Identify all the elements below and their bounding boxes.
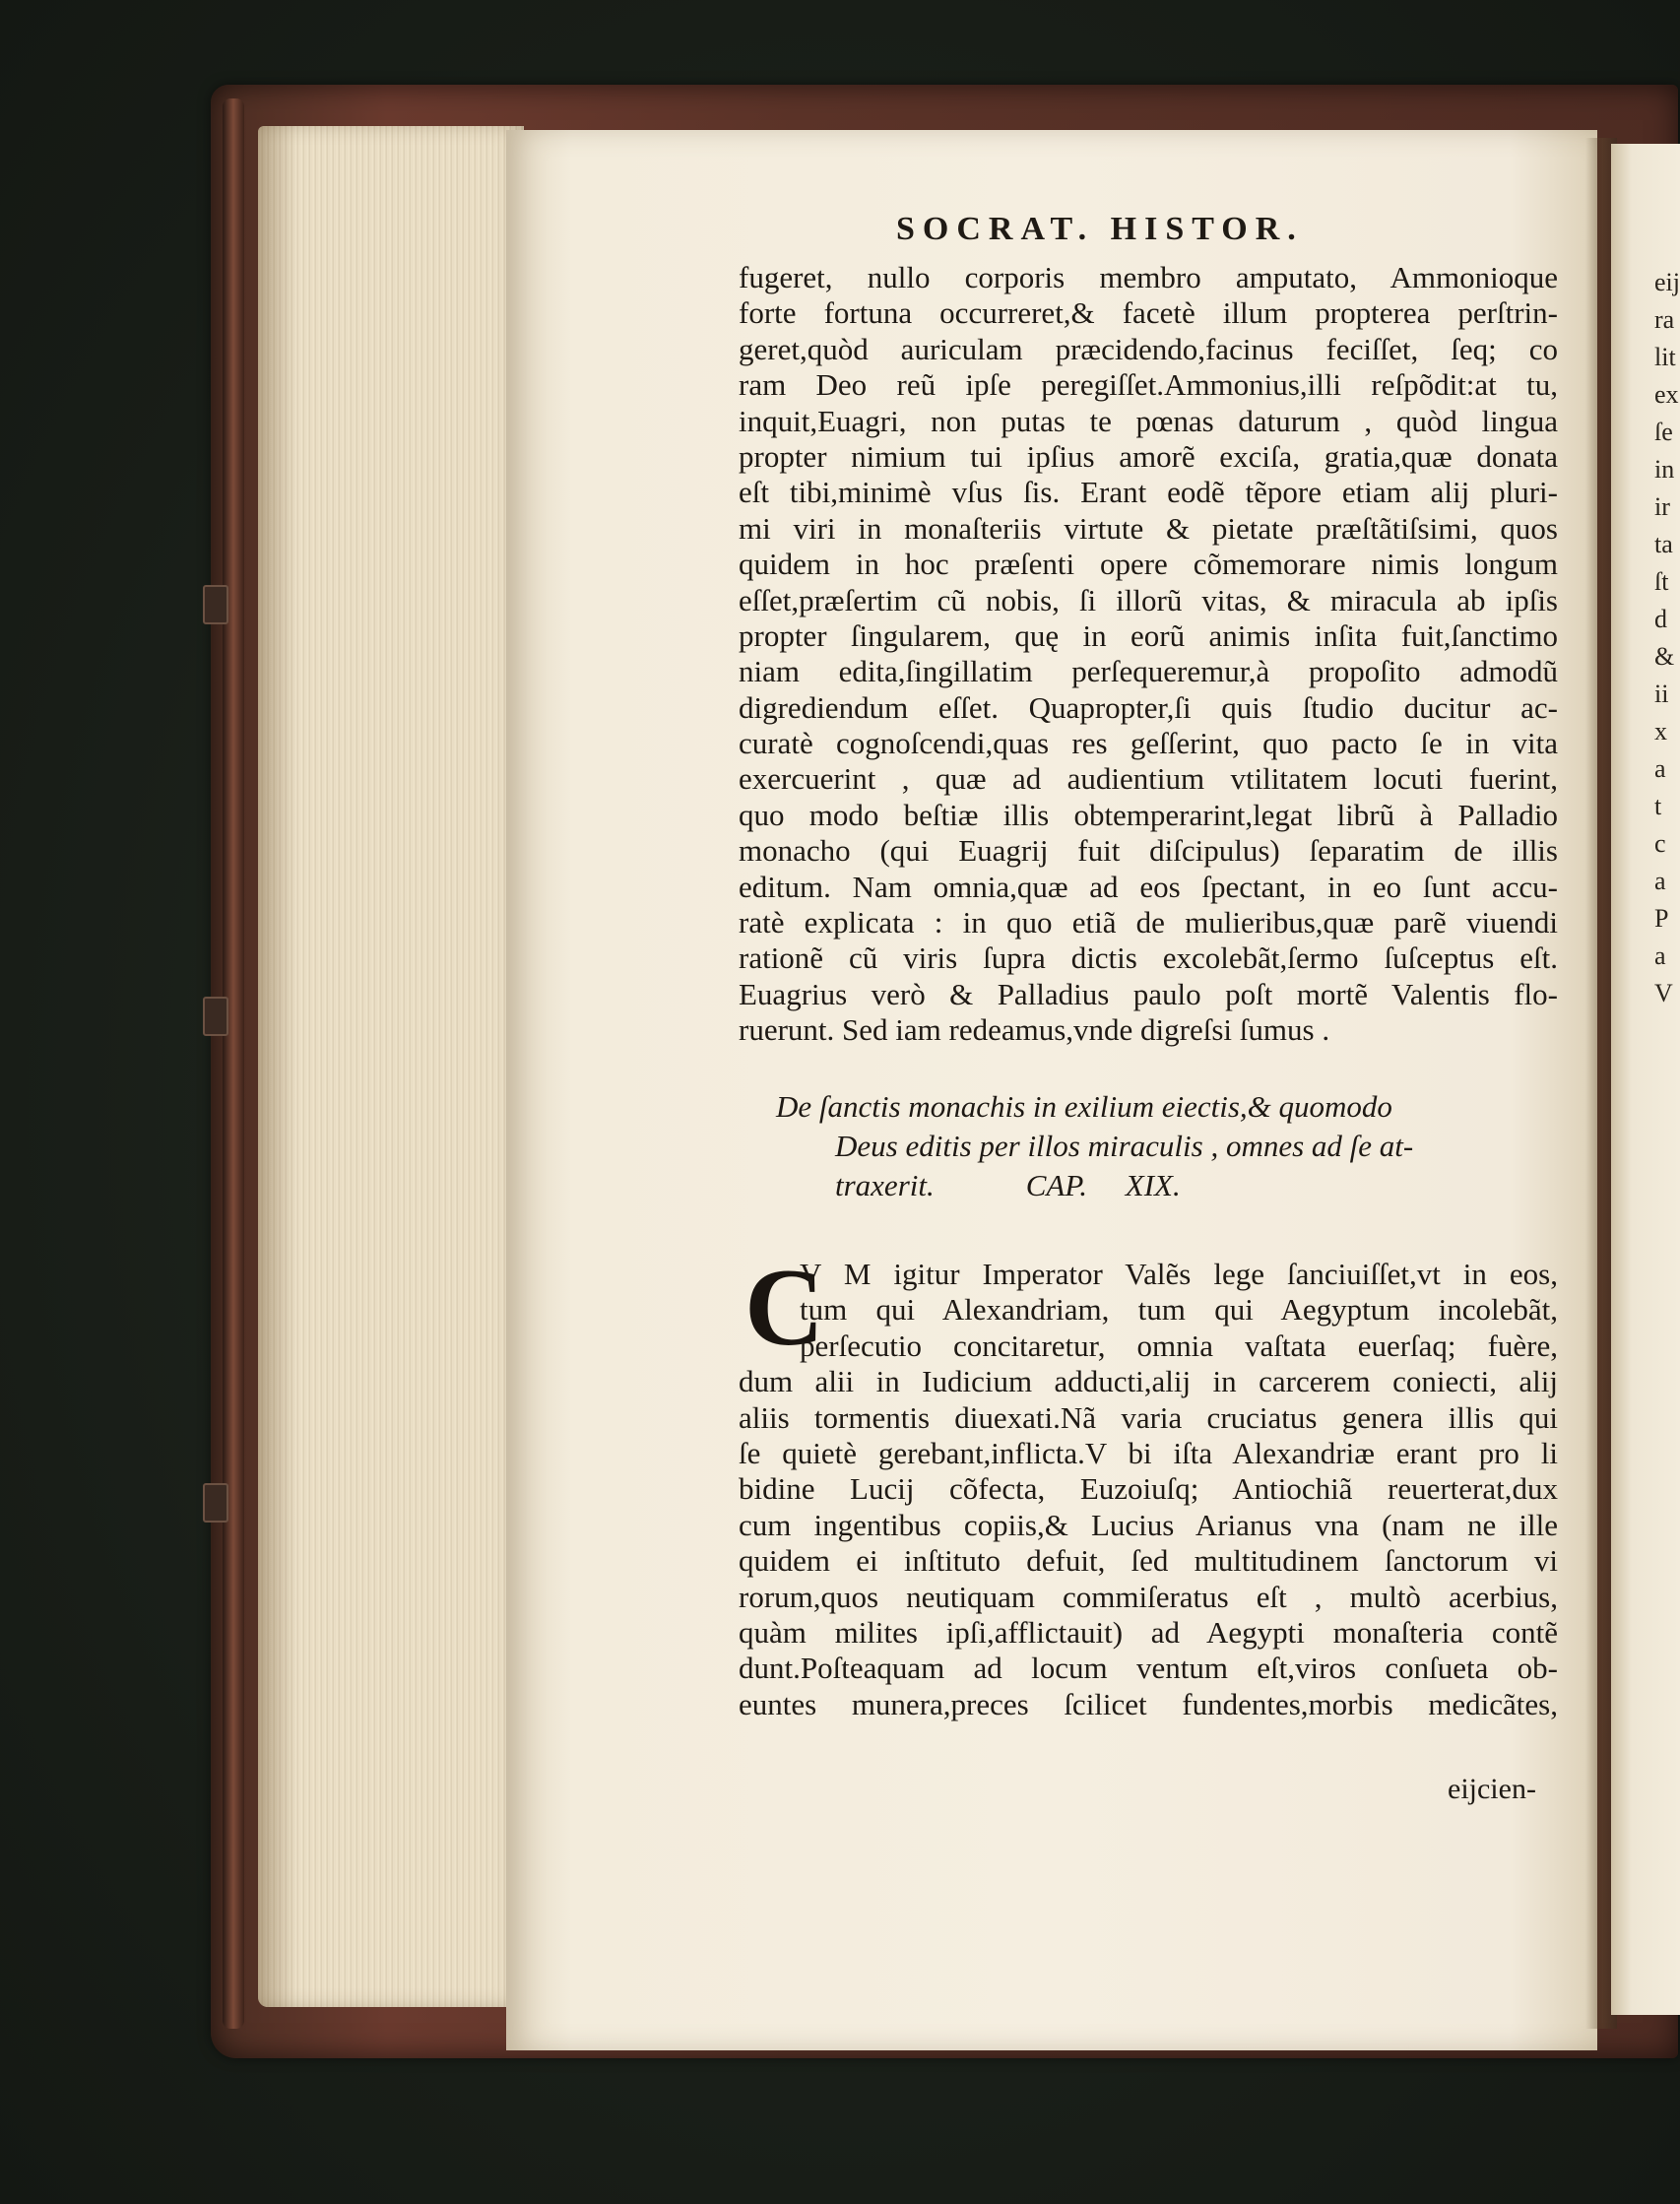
text-line: dum alii in Iudicium adducti,alij in carcerem coniecti, alij xyxy=(739,1364,1558,1399)
text-line: ratè explicata : in quo etiã de mulieribus,quæ parẽ viuendi xyxy=(739,905,1558,940)
facing-fragment: V xyxy=(1654,979,1673,1007)
facing-fragment: ex xyxy=(1654,380,1679,409)
text-line: perſecutio concitaretur, omnia vaſtata euerſaq; fuère, xyxy=(800,1328,1558,1363)
text-line: propter nimium tui ipſius amorẽ exciſa, gratia,quæ donata xyxy=(739,438,1558,474)
text-line: cum ingentibus copiis,& Lucius Arianus vna (nam ne ille xyxy=(739,1507,1558,1542)
heading-line: De ſanctis monachis in exilium eiectis,& quomodo xyxy=(776,1089,1392,1124)
facing-fragment: t xyxy=(1654,792,1662,820)
facing-fragment: a xyxy=(1654,754,1666,783)
facing-fragment: ſt xyxy=(1654,567,1669,596)
clasp-mark-lower xyxy=(203,1483,228,1523)
text-line: quidem ei inſtituto defuit, ſed multitudinem ſanctorum vi xyxy=(739,1543,1558,1579)
facing-fragment: a xyxy=(1654,867,1666,895)
facing-fragment: P xyxy=(1654,904,1669,933)
text-line: ruerunt. Sed iam redeamus,vnde digreſsi ſumus . xyxy=(739,1012,1330,1048)
facing-fragment: ſe xyxy=(1654,418,1673,446)
facing-fragment: in xyxy=(1654,455,1675,484)
text-line: ram Deo reũ ipſe peregiſſet.Ammonius,illi reſpõdit:at tu, xyxy=(739,367,1558,403)
text-line: Euagrius verò & Palladius paulo poſt mortẽ Valentis flo- xyxy=(739,976,1558,1011)
page-block-edge xyxy=(258,126,524,2007)
text-line: digrediendum eſſet. Quapropter,ſi quis ſtudio ducitur ac- xyxy=(739,689,1558,725)
text-line: rationẽ cũ viris ſupra dictis excolebãt,ſermo ſuſceptus eſt. xyxy=(739,940,1558,976)
text-line: exercuerint , quæ ad audientium vtilitatem locuti fuerint, xyxy=(739,761,1558,797)
running-head: SOCRAT. HISTOR. xyxy=(896,211,1304,247)
heading-line: traxerit. CAP. XIX. xyxy=(835,1168,1181,1202)
facing-fragment: lit xyxy=(1654,343,1676,371)
facing-fragment: ra xyxy=(1654,305,1675,334)
facing-fragment: x xyxy=(1654,717,1667,745)
facing-page-text xyxy=(1654,264,1680,1012)
text-line: monacho (qui Euagrij fuit diſcipulus) ſeparatim de illis xyxy=(739,833,1558,869)
facing-fragment: ta xyxy=(1654,530,1673,558)
text-line: euntes munera,preces ſcilicet fundentes,morbis medicãtes, xyxy=(739,1686,1558,1721)
text-line: eſt tibi,minimè vſus ſis. Erant eodẽ tẽpore etiam alij pluri- xyxy=(739,475,1558,510)
text-line: quo modo beſtiæ illis obtemperarint,legat librũ à Palladio xyxy=(739,797,1558,832)
page-block-shadow xyxy=(258,126,297,2007)
text-line: curatè cognoſcendi,quas res geſſerint, quo pacto ſe in vita xyxy=(739,726,1558,761)
chapter-heading xyxy=(776,1087,1564,1205)
facing-fragment: & xyxy=(1654,642,1675,671)
preceding-paragraph xyxy=(739,260,1558,1049)
text-line: ſe quietè gerebant,inflicta.V bi iſta Alexandriæ erant pro li xyxy=(739,1435,1558,1470)
text-line: rorum,quos neutiquam commiſeratus eſt , multò acerbius, xyxy=(739,1579,1558,1614)
facing-fragment: eij xyxy=(1654,268,1680,296)
facing-fragment: ir xyxy=(1654,492,1670,521)
text-line: bidine Lucij cõfecta, Euzoiuſq; Antiochiã reuerterat,dux xyxy=(739,1471,1558,1507)
text-line: inquit,Euagri, non putas te pœnas daturum , quòd lingua xyxy=(739,403,1558,438)
text-line: niam edita,ſingillatim perſequeremur,à propoſito admodũ xyxy=(739,654,1558,689)
clasp-mark-middle xyxy=(203,997,228,1036)
text-line: aliis tormentis diuexati.Nã varia cruciatus genera illis qui xyxy=(739,1399,1558,1435)
clasp-mark-upper xyxy=(203,585,228,624)
text-line: forte fortuna occurreret,& facetè illum propterea perſtrin- xyxy=(739,295,1558,331)
text-line: eſſet,præſertim cũ nobis, ſi illorũ vitas, & miracula ab ipſis xyxy=(739,582,1558,617)
text-line: dunt.Poſteaquam ad locum ventum eſt,viros conſueta ob- xyxy=(739,1651,1558,1686)
chapter-text xyxy=(739,1257,1558,1722)
text-line: quàm milites ipſi,afflictauit) ad Aegypti monaſteria contẽ xyxy=(739,1614,1558,1650)
facing-fragment: a xyxy=(1654,941,1666,970)
text-line: mi viri in monaſteriis virtute & pietate præſtãtiſsimi, quos xyxy=(739,510,1558,546)
book-spine-edge xyxy=(223,98,244,2029)
facing-fragment: c xyxy=(1654,829,1666,858)
text-line: editum. Nam omnia,quæ ad eos ſpectant, in eo ſunt accu- xyxy=(739,869,1558,904)
text-line: fugeret, nullo corporis membro amputato, Ammonioque xyxy=(739,260,1558,294)
facing-fragment: d xyxy=(1654,605,1667,633)
catchword: eijcien- xyxy=(1448,1773,1536,1805)
facing-fragment: ii xyxy=(1654,680,1669,708)
heading-line: Deus editis per illos miraculis , omnes ad ſe at- xyxy=(835,1129,1414,1163)
text-line: propter ſingularem, quę in eorũ animis inſita fuit,ſanctimo xyxy=(739,617,1558,653)
text-line: quidem in hoc præſenti opere cõmemorare nimis longum xyxy=(739,547,1558,582)
drop-cap-initial: C xyxy=(744,1247,824,1369)
text-line: V M igitur Imperator Valẽs lege ſanciuiſſet,vt in eos, xyxy=(800,1257,1558,1291)
text-line: tum qui Alexandriam, tum qui Aegyptum incolebãt, xyxy=(800,1292,1558,1328)
text-line: geret,quòd auriculam præcidendo,facinus feciſſet, ſeq; co xyxy=(739,331,1558,366)
